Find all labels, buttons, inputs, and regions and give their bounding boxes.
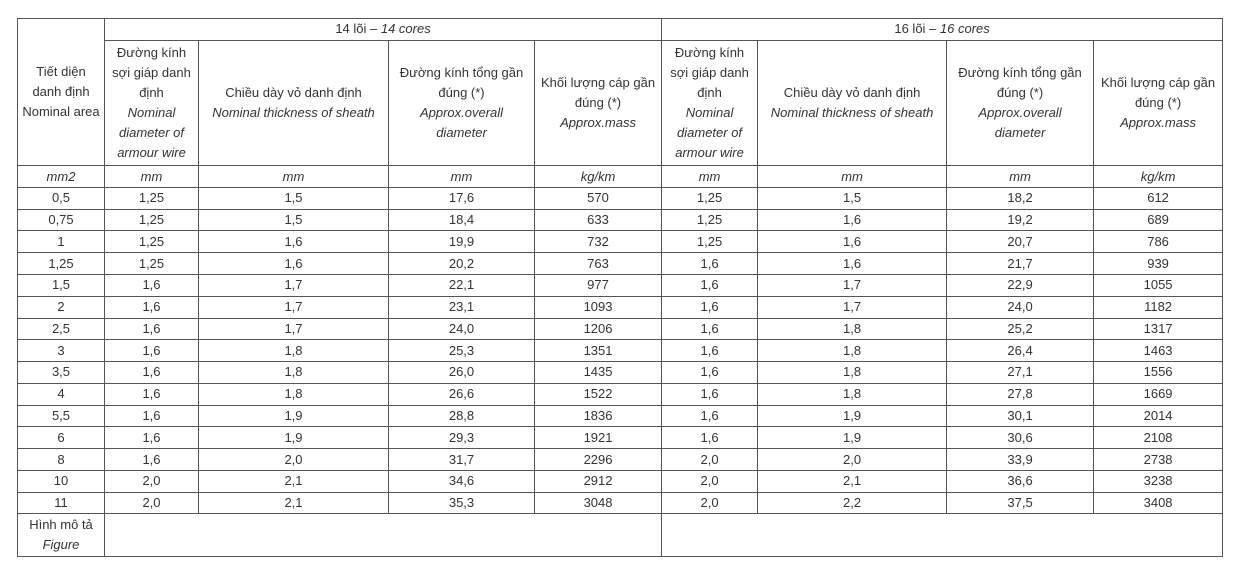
- table-cell: 1463: [1094, 340, 1223, 362]
- unit-cell: mm: [389, 166, 535, 188]
- table-cell: 2,1: [758, 470, 947, 492]
- table-cell: 1,6: [662, 383, 758, 405]
- table-cell: 11: [18, 492, 105, 514]
- table-cell: 3,5: [18, 362, 105, 384]
- table-cell: 1,6: [105, 405, 199, 427]
- table-cell: 2,0: [662, 449, 758, 471]
- header-mass-vi-1: Khối lượng cáp gần: [1101, 74, 1216, 90]
- table-row: [18, 427, 1223, 449]
- table-cell: 2108: [1094, 427, 1223, 449]
- table-cell: 1,6: [105, 383, 199, 405]
- unit-cell: mm2: [18, 166, 105, 188]
- group-16-label: 16 lõi –: [894, 21, 940, 37]
- table-cell: 3048: [535, 492, 662, 514]
- table-row: [18, 362, 1223, 384]
- table-cell: 633: [535, 209, 662, 231]
- unit-cell: kg/km: [535, 166, 662, 188]
- header-approx-mass-16: [1094, 40, 1223, 165]
- table-cell: 33,9: [947, 449, 1094, 471]
- header-armour-en-1: Nominal: [685, 104, 734, 120]
- table-cell: 26,4: [947, 340, 1094, 362]
- table-cell: 1,6: [758, 231, 947, 253]
- table-cell: 1,9: [758, 427, 947, 449]
- table-cell: 2,1: [199, 492, 389, 514]
- table-cell: 1,9: [758, 405, 947, 427]
- header-approx-mass-14: [535, 40, 662, 165]
- table-cell: 1,8: [758, 318, 947, 340]
- table-cell: 1836: [535, 405, 662, 427]
- header-armour-vi-3: định: [697, 84, 722, 100]
- header-diameter-vi-2: đúng (*): [996, 84, 1044, 100]
- table-cell: 786: [1094, 231, 1223, 253]
- table-cell: 8: [18, 449, 105, 471]
- unit-cell: mm: [947, 166, 1094, 188]
- table-cell: 2014: [1094, 405, 1223, 427]
- table-cell: 1,7: [199, 318, 389, 340]
- table-cell: 1,7: [199, 296, 389, 318]
- table-cell: 1,6: [758, 253, 947, 275]
- table-cell: 6: [18, 427, 105, 449]
- table-cell: 1,7: [758, 296, 947, 318]
- unit-cell: mm: [105, 166, 199, 188]
- table-cell: 1182: [1094, 296, 1223, 318]
- table-cell: 1206: [535, 318, 662, 340]
- table-cell: 24,0: [947, 296, 1094, 318]
- group-14-label: 14 lõi –: [335, 21, 381, 37]
- table-row: [18, 470, 1223, 492]
- unit-row: [18, 166, 1223, 188]
- header-mass-vi-1: Khối lượng cáp gần: [540, 74, 656, 90]
- table-cell: 2,0: [199, 449, 389, 471]
- header-sheath-vi: Chiều dày vỏ danh định: [783, 84, 921, 100]
- figure-label: [18, 514, 105, 557]
- group-header-row: [18, 19, 1223, 41]
- unit-cell: kg/km: [1094, 166, 1223, 188]
- table-cell: 35,3: [389, 492, 535, 514]
- table-cell: 26,0: [389, 362, 535, 384]
- table-cell: 27,1: [947, 362, 1094, 384]
- table-cell: 1,6: [662, 427, 758, 449]
- header-armour-vi-1: Đường kính: [674, 44, 745, 60]
- table-cell: 1522: [535, 383, 662, 405]
- table-row: [18, 449, 1223, 471]
- table-cell: 1,8: [199, 340, 389, 362]
- table-cell: 0,75: [18, 209, 105, 231]
- table-row: [18, 296, 1223, 318]
- group-16-label-en: 16 cores: [939, 21, 990, 37]
- table-cell: 24,0: [389, 318, 535, 340]
- header-sheath-en: Nominal thickness of sheath: [212, 104, 375, 120]
- table-row: [18, 253, 1223, 275]
- column-header-row: [18, 40, 1223, 165]
- header-overall-diameter-14: [389, 40, 535, 165]
- table-cell: 1: [18, 231, 105, 253]
- table-cell: 1,8: [758, 383, 947, 405]
- table-cell: 2,5: [18, 318, 105, 340]
- table-cell: 20,2: [389, 253, 535, 275]
- table-cell: 19,2: [947, 209, 1094, 231]
- table-cell: 4: [18, 383, 105, 405]
- table-cell: 23,1: [389, 296, 535, 318]
- table-cell: 1,8: [199, 383, 389, 405]
- table-cell: 2296: [535, 449, 662, 471]
- table-cell: 1,6: [662, 318, 758, 340]
- table-cell: 1,6: [199, 231, 389, 253]
- header-armour-diameter-14: [105, 40, 199, 165]
- table-row: [18, 231, 1223, 253]
- table-cell: 1,6: [662, 405, 758, 427]
- table-cell: 1,25: [662, 209, 758, 231]
- header-sheath-thickness-16: [758, 40, 947, 165]
- table-cell: 689: [1094, 209, 1223, 231]
- table-row: [18, 340, 1223, 362]
- table-cell: 0,5: [18, 187, 105, 209]
- group-14-cores: [105, 19, 662, 41]
- header-diameter-vi-1: Đường kính tổng gần: [399, 64, 524, 80]
- table-cell: 3408: [1094, 492, 1223, 514]
- table-cell: 22,1: [389, 275, 535, 297]
- table-cell: 22,9: [947, 275, 1094, 297]
- table-cell: 1,25: [105, 209, 199, 231]
- table-cell: 19,9: [389, 231, 535, 253]
- table-cell: 2: [18, 296, 105, 318]
- group-16-cores: [662, 19, 1223, 41]
- table-cell: 1,25: [105, 231, 199, 253]
- unit-cell: mm: [199, 166, 389, 188]
- table-cell: 2,0: [662, 492, 758, 514]
- table-cell: 1,7: [758, 275, 947, 297]
- table-cell: 3238: [1094, 470, 1223, 492]
- table-cell: 1,25: [105, 187, 199, 209]
- table-cell: 31,7: [389, 449, 535, 471]
- header-armour-en-3: armour wire: [675, 144, 744, 160]
- figure-area-16-cores: [662, 514, 1223, 557]
- figure-area-14-cores: [105, 514, 662, 557]
- table-cell: 1669: [1094, 383, 1223, 405]
- header-diameter-vi-1: Đường kính tổng gần: [958, 64, 1082, 80]
- table-cell: 10: [18, 470, 105, 492]
- header-diameter-en-1: Approx.overall: [978, 104, 1062, 120]
- table-cell: 2,0: [105, 470, 199, 492]
- table-cell: 1,6: [662, 296, 758, 318]
- table-cell: 2912: [535, 470, 662, 492]
- header-sheath-thickness-14: [199, 40, 389, 165]
- header-armour-en-2: diameter of: [677, 124, 743, 140]
- header-armour-vi-2: sợi giáp danh: [112, 64, 191, 80]
- table-cell: 1,6: [758, 209, 947, 231]
- header-armour-diameter-16: [662, 40, 758, 165]
- table-cell: 18,4: [389, 209, 535, 231]
- header-armour-vi-2: sợi giáp danh: [670, 64, 749, 80]
- header-armour-en-3: armour wire: [117, 144, 186, 160]
- table-cell: 1,7: [199, 275, 389, 297]
- table-row: [18, 275, 1223, 297]
- table-cell: 1,6: [662, 340, 758, 362]
- cable-spec-table: [17, 18, 1223, 557]
- header-overall-diameter-16: [947, 40, 1094, 165]
- table-cell: 1055: [1094, 275, 1223, 297]
- table-cell: 25,2: [947, 318, 1094, 340]
- unit-cell: mm: [662, 166, 758, 188]
- table-cell: 1,5: [199, 209, 389, 231]
- table-cell: 977: [535, 275, 662, 297]
- table-cell: 1,25: [662, 187, 758, 209]
- table-cell: 25,3: [389, 340, 535, 362]
- table-cell: 1,6: [105, 449, 199, 471]
- table-row: [18, 383, 1223, 405]
- header-area-vi-1: Tiết diện: [36, 64, 86, 80]
- table-cell: 2,1: [199, 470, 389, 492]
- table-cell: 1,6: [199, 253, 389, 275]
- table-cell: 1,5: [199, 187, 389, 209]
- table-cell: 3: [18, 340, 105, 362]
- header-diameter-en-2: diameter: [436, 124, 487, 140]
- table-cell: 2738: [1094, 449, 1223, 471]
- header-area-vi-2: danh định: [32, 84, 90, 100]
- table-cell: 1556: [1094, 362, 1223, 384]
- table-cell: 2,2: [758, 492, 947, 514]
- header-armour-vi-1: Đường kính: [116, 44, 187, 60]
- table-cell: 1,8: [758, 340, 947, 362]
- unit-cell: mm: [758, 166, 947, 188]
- table-cell: 27,8: [947, 383, 1094, 405]
- table-cell: 1,6: [105, 340, 199, 362]
- table-cell: 29,3: [389, 427, 535, 449]
- table-cell: 1,5: [18, 275, 105, 297]
- table-cell: 1,6: [105, 427, 199, 449]
- table-cell: 1,6: [105, 296, 199, 318]
- header-diameter-en-1: Approx.overall: [419, 104, 504, 120]
- table-cell: 1,6: [662, 362, 758, 384]
- header-sheath-vi: Chiều dày vỏ danh định: [225, 84, 362, 100]
- figure-row: [18, 514, 1223, 557]
- table-cell: 1317: [1094, 318, 1223, 340]
- table-cell: 18,2: [947, 187, 1094, 209]
- table-cell: 1435: [535, 362, 662, 384]
- table-cell: 732: [535, 231, 662, 253]
- table-cell: 37,5: [947, 492, 1094, 514]
- table-cell: 1,6: [105, 318, 199, 340]
- table-cell: 20,7: [947, 231, 1094, 253]
- table-cell: 1,6: [105, 362, 199, 384]
- table-cell: 1093: [535, 296, 662, 318]
- header-sheath-en: Nominal thickness of sheath: [770, 104, 934, 120]
- table-cell: 1921: [535, 427, 662, 449]
- table-row: [18, 492, 1223, 514]
- table-cell: 5,5: [18, 405, 105, 427]
- figure-label-vi: Hình mô tả: [29, 517, 93, 533]
- header-armour-en-1: Nominal: [127, 104, 176, 120]
- table-cell: 939: [1094, 253, 1223, 275]
- header-mass-en: Approx.mass: [560, 114, 636, 130]
- table-cell: 763: [535, 253, 662, 275]
- table-cell: 2,0: [662, 470, 758, 492]
- header-mass-vi-2: đúng (*): [1134, 94, 1182, 110]
- table-cell: 1,8: [758, 362, 947, 384]
- table-cell: 26,6: [389, 383, 535, 405]
- table-cell: 34,6: [389, 470, 535, 492]
- table-cell: 28,8: [389, 405, 535, 427]
- header-mass-en: Approx.mass: [1120, 114, 1196, 130]
- table-cell: 612: [1094, 187, 1223, 209]
- table-cell: 570: [535, 187, 662, 209]
- table-cell: 1,9: [199, 427, 389, 449]
- table-cell: 21,7: [947, 253, 1094, 275]
- table-cell: 1,25: [18, 253, 105, 275]
- header-diameter-en-2: diameter: [994, 124, 1046, 140]
- table-row: [18, 318, 1223, 340]
- table-cell: 1,5: [758, 187, 947, 209]
- header-nominal-area: [18, 19, 105, 166]
- header-armour-vi-3: định: [139, 84, 164, 100]
- header-armour-en-2: diameter of: [118, 124, 185, 140]
- group-14-label-en: 14 cores: [380, 21, 431, 37]
- table-cell: 17,6: [389, 187, 535, 209]
- table-cell: 1,6: [662, 275, 758, 297]
- figure-label-en: Figure: [42, 537, 80, 553]
- table-cell: 1,25: [662, 231, 758, 253]
- table-cell: 1,6: [662, 253, 758, 275]
- header-area-en: Nominal area: [22, 104, 100, 120]
- table-cell: 1351: [535, 340, 662, 362]
- table-cell: 30,1: [947, 405, 1094, 427]
- table-cell: 1,25: [105, 253, 199, 275]
- table-row: [18, 405, 1223, 427]
- header-mass-vi-2: đúng (*): [574, 94, 622, 110]
- table-cell: 1,8: [199, 362, 389, 384]
- header-diameter-vi-2: đúng (*): [438, 84, 485, 100]
- table-cell: 36,6: [947, 470, 1094, 492]
- table-row: [18, 209, 1223, 231]
- table-cell: 1,6: [105, 275, 199, 297]
- table-cell: 2,0: [105, 492, 199, 514]
- table-cell: 1,9: [199, 405, 389, 427]
- table-row: [18, 187, 1223, 209]
- table-cell: 30,6: [947, 427, 1094, 449]
- table-cell: 2,0: [758, 449, 947, 471]
